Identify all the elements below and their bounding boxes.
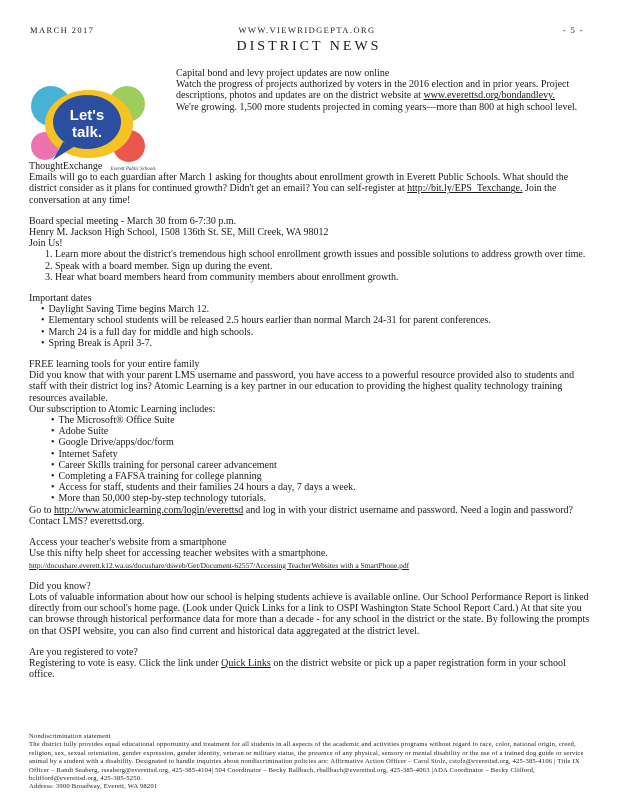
bond-levy-link[interactable]: www.everettsd.org/bondandlevy.: [423, 90, 555, 102]
board-heading: Board special meeting - March 30 from 6-7:30 p.m.: [29, 215, 237, 227]
teacher-help-link-line: [29, 560, 591, 571]
vote-body: [29, 658, 591, 680]
thoughtexchange-heading: ThoughtExchange: [29, 161, 103, 172]
board-list-item: 1. Learn more about the district's tremendous high school enrollment growth issues and possible solutions to address growth over time.: [55, 249, 591, 260]
didyouknow-heading: Did you know?: [29, 580, 91, 592]
header-page-number: - 5 -: [562, 25, 584, 35]
learning-list-item: • Completing a FAFSA training for college planning: [51, 471, 591, 482]
learning-list-item: • Google Drive/apps/doc/form: [51, 437, 591, 448]
dates-list-item: • Elementary school students will be released 2.5 hours earlier than normal March 24-31 for parent conferences.: [41, 315, 591, 326]
vote-text-2: on the district website or pick up a paper registration form in your school office.: [29, 657, 566, 681]
capital-growth: We're growing. 1,500 more students projected in coming years—more than 800 at high school level.: [176, 101, 578, 113]
capital-heading: Capital bond and levy project updates are now online: [176, 68, 390, 79]
vote-heading: Are you registered to vote?: [29, 646, 138, 658]
footer-heading: Nondiscrimination statement: [29, 733, 111, 740]
thoughtexchange-section: [29, 161, 591, 206]
dates-list: [29, 304, 591, 349]
footer-address: Address: 3900 Broadway, Everett, WA 98201: [29, 783, 158, 791]
dates-list-item: • Spring Break is April 3-7.: [41, 338, 591, 349]
thoughtexchange-link[interactable]: http://bit.ly/EPS_Texchange.: [407, 183, 523, 195]
thoughtexchange-text: Emails will go to each guardian after March 1 asking for thoughts about enrollment growth in Everett Public Schools. What should the district consider as it plans for continued growth? Didn't get an email? You can self-register at: [29, 172, 569, 195]
board-list-item: 2. Speak with a board member. Sign up during the event.: [55, 261, 591, 272]
teacher-help-sheet-link[interactable]: http://docushare.everett.k12.wa.us/docushare/dsweb/Get/Document-62557/Accessing TeacherWebsites with a SmartPhone.pdf: [29, 560, 410, 570]
board-meeting-section: [29, 216, 591, 283]
important-dates-section: [29, 293, 591, 349]
teacher-body: Use this nifty help sheet for accessing teacher websites with a smartphone.: [29, 548, 328, 560]
nondiscrimination-footer: [29, 733, 591, 792]
logo-text-bottom: talk.: [71, 124, 103, 141]
teacher-heading: Access your teacher's website from a smartphone: [29, 537, 227, 549]
learning-list: [29, 415, 591, 505]
learning-heading: FREE learning tools for your entire family: [29, 359, 200, 371]
board-join: Join Us!: [29, 238, 63, 250]
board-list-item: 3. Hear what board members heard from community members about enrollment growth.: [55, 272, 591, 283]
capital-body-text: Watch the progress of projects authorized by voters in the 2016 election and in prior years. Project descriptions, photos and updates are on the district website at: [176, 79, 570, 102]
learning-list-item: • The Microsoft® Office Suite: [51, 415, 591, 426]
vote-section: [29, 647, 591, 681]
capital-section: [176, 68, 586, 113]
learning-goto: [29, 505, 591, 527]
learning-list-item: • Career Skills training for personal career advancement: [51, 460, 591, 471]
board-list: [29, 249, 591, 283]
vote-text: Registering to vote is easy. Click the link under: [29, 657, 219, 669]
header-website: WWW.VIEWRIDGEPTA.ORG: [238, 25, 376, 35]
dates-list-item: • Daylight Saving Time begins March 12.: [41, 304, 591, 315]
main-content: [29, 161, 591, 680]
thoughtexchange-text-2: Join the conversation at any time!: [29, 183, 557, 206]
header-date: MARCH 2017: [30, 25, 95, 35]
logo-text-top: Let's: [69, 107, 105, 124]
thoughtexchange-body: [29, 172, 591, 206]
learning-goto-text-2: and log in with your district username and password. Need a login and password? Contact LMS? everettsd.org.: [29, 504, 573, 527]
atomic-learning-link[interactable]: http://www.atomiclearning.com/login/everettsd: [54, 504, 244, 516]
dates-heading: Important dates: [29, 293, 92, 305]
lets-talk-logo: [29, 76, 159, 174]
logo-caption: Everett Public Schools: [110, 167, 156, 172]
didyouknow-body: Lots of valuable information about how our school is helping students achieve is available online. Our School Performance Report is linked directly from our school's home page. (Look under Quick Links for a link to OSPI Washington State School Report Card.) At that site you can browse through historical performance data for more than a decade - for any school in the district or the state. By following the prompts on that OSPI website, you can also find current and historical data aggregated at the district level.: [29, 591, 590, 637]
footer-body: The district fully provides equal educational opportunity and treatment for all students in all aspects of the academic and activities programs without regard to race, color, national origin, creed, religion, sex, sexual orientation, gender expression, gender identity, veteran or military status, the presence of any physical, sensory or mental disability or the use of a trained dog guide or service animal by a student with a disability. Designated to handle inquiries about nondiscrimination policies are: Affirmative Action Officer – Carol Stolz, cstolz@everettsd.org, 425-385-4106 | Title IX Officer – Randi Seaberg, rseaberg@everettsd.org, 425-385-4104| 504 Coordinator – Becky Ballbach, rballbach@everettsd.org, 425-385-4063 |ADA Coordinator – Becky Clifford, bclifford@everettsd.org, 425-385-5250.: [29, 741, 584, 783]
learning-tools-section: [29, 359, 591, 527]
quick-links-link[interactable]: Quick Links: [221, 657, 271, 669]
learning-goto-text: Go to: [29, 504, 52, 516]
teacher-website-section: [29, 537, 591, 571]
dates-list-item: • March 24 is a full day for middle and high schools.: [41, 327, 591, 338]
learning-list-item: • Adobe Suite: [51, 426, 591, 437]
learning-includes: Our subscription to Atomic Learning includes:: [29, 403, 216, 415]
learning-body: Did you know that with your parent LMS username and password, you have access to a powerful resource provided also to students and staff with their district log ins? Atomic Learning is a key partner in our education to providing the highest quality technology training resources available.: [29, 370, 575, 404]
learning-list-item: • Internet Safety: [51, 449, 591, 460]
learning-list-item: • Access for staff, students and their families 24 hours a day, 7 days a week.: [51, 482, 591, 493]
board-address: Henry M. Jackson High School, 1508 136th St. SE, Mill Creek, WA 98012: [29, 227, 329, 239]
page-header: [30, 25, 584, 37]
did-you-know-section: [29, 581, 591, 637]
capital-body: [176, 79, 586, 101]
learning-list-item: • More than 50,000 step-by-step technology tutorials.: [51, 493, 591, 504]
page-title: DISTRICT NEWS: [236, 39, 382, 54]
